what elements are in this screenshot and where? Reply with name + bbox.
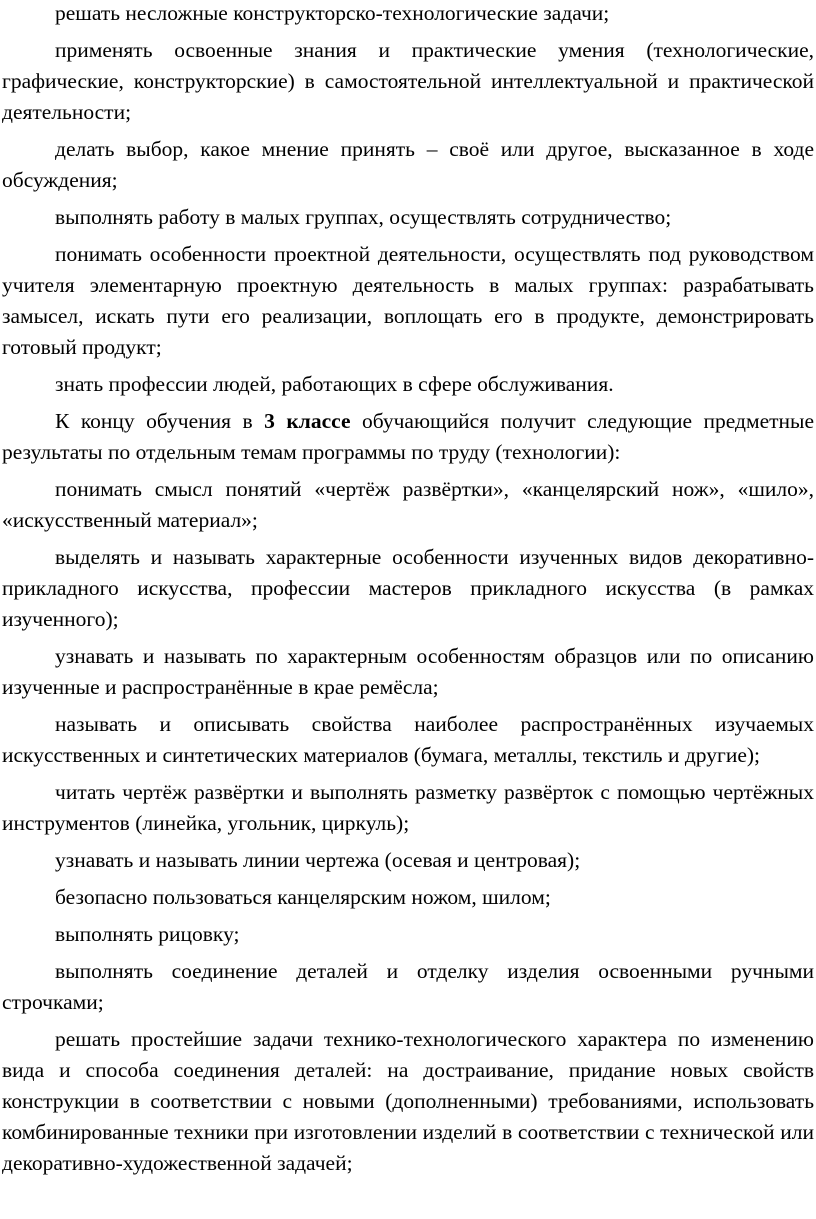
paragraph-9: выделять и называть характерные особенности изученных видов декоративно-прикладного искусства, профессии мастеров прикладного искусства (в рамках изученного); xyxy=(2,545,814,631)
paragraph-12: читать чертёж развёртки и выполнять разметку развёрток с помощью чертёжных инструментов (линейка, угольник, циркуль); xyxy=(2,780,814,835)
paragraph-11: называть и описывать свойства наиболее распространённых изучаемых искусственных и синтетических материалов (бумага, металлы, текстиль и другие); xyxy=(2,712,814,767)
paragraph-13: узнавать и называть линии чертежа (осевая и центровая); xyxy=(55,848,581,872)
paragraph-8: понимать смысл понятий «чертёж развёртки», «канцелярский нож», «шило», «искусственный материал»; xyxy=(2,477,814,532)
paragraph-2: применять освоенные знания и практические умения (технологические, графические, конструкторские) в самостоятельной интеллектуальной и практической деятельности; xyxy=(2,38,814,124)
paragraph-10: узнавать и называть по характерным особенностям образцов или по описанию изученные и распространённые в крае ремёсла; xyxy=(2,644,814,699)
paragraph-3: делать выбор, какое мнение принять – своё или другое, высказанное в ходе обсуждения; xyxy=(2,137,814,192)
paragraph-7-lead: К концу обучения в xyxy=(55,409,265,433)
paragraph-14: безопасно пользоваться канцелярским ножом, шилом; xyxy=(55,885,551,909)
grade-label-bold: 3 классе xyxy=(264,409,351,433)
paragraph-4: выполнять работу в малых группах, осуществлять сотрудничество; xyxy=(55,205,672,229)
paragraph-7 xyxy=(2,406,814,468)
paragraph-16: выполнять соединение деталей и отделку изделия освоенными ручными строчками; xyxy=(2,959,814,1014)
paragraph-6: знать профессии людей, работающих в сфере обслуживания. xyxy=(55,372,614,396)
paragraph-7-rest: обучающийся получит следующие предметные результаты по отдельным темам программы по труду (технологии): xyxy=(2,409,815,464)
paragraph-5: понимать особенности проектной деятельности, осуществлять под руководством учителя элементарную проектную деятельность в малых группах: разрабатывать замысел, искать пути его реализации, воплощать его в продукте, демонстрировать готовый продукт; xyxy=(2,242,814,359)
paragraph-17: решать простейшие задачи технико-технологического характера по изменению вида и способа соединения деталей: на достраивание, придание новых свойств конструкции в соответствии с новыми (дополненными) требованиями, использовать комбинированные техники при изготовлении изделий в соответствии с технической или декоративно-художественной задачей; xyxy=(2,1027,814,1175)
paragraph-1: решать несложные конструкторско-технологические задачи; xyxy=(55,1,610,25)
paragraph-15: выполнять рицовку; xyxy=(55,922,240,946)
